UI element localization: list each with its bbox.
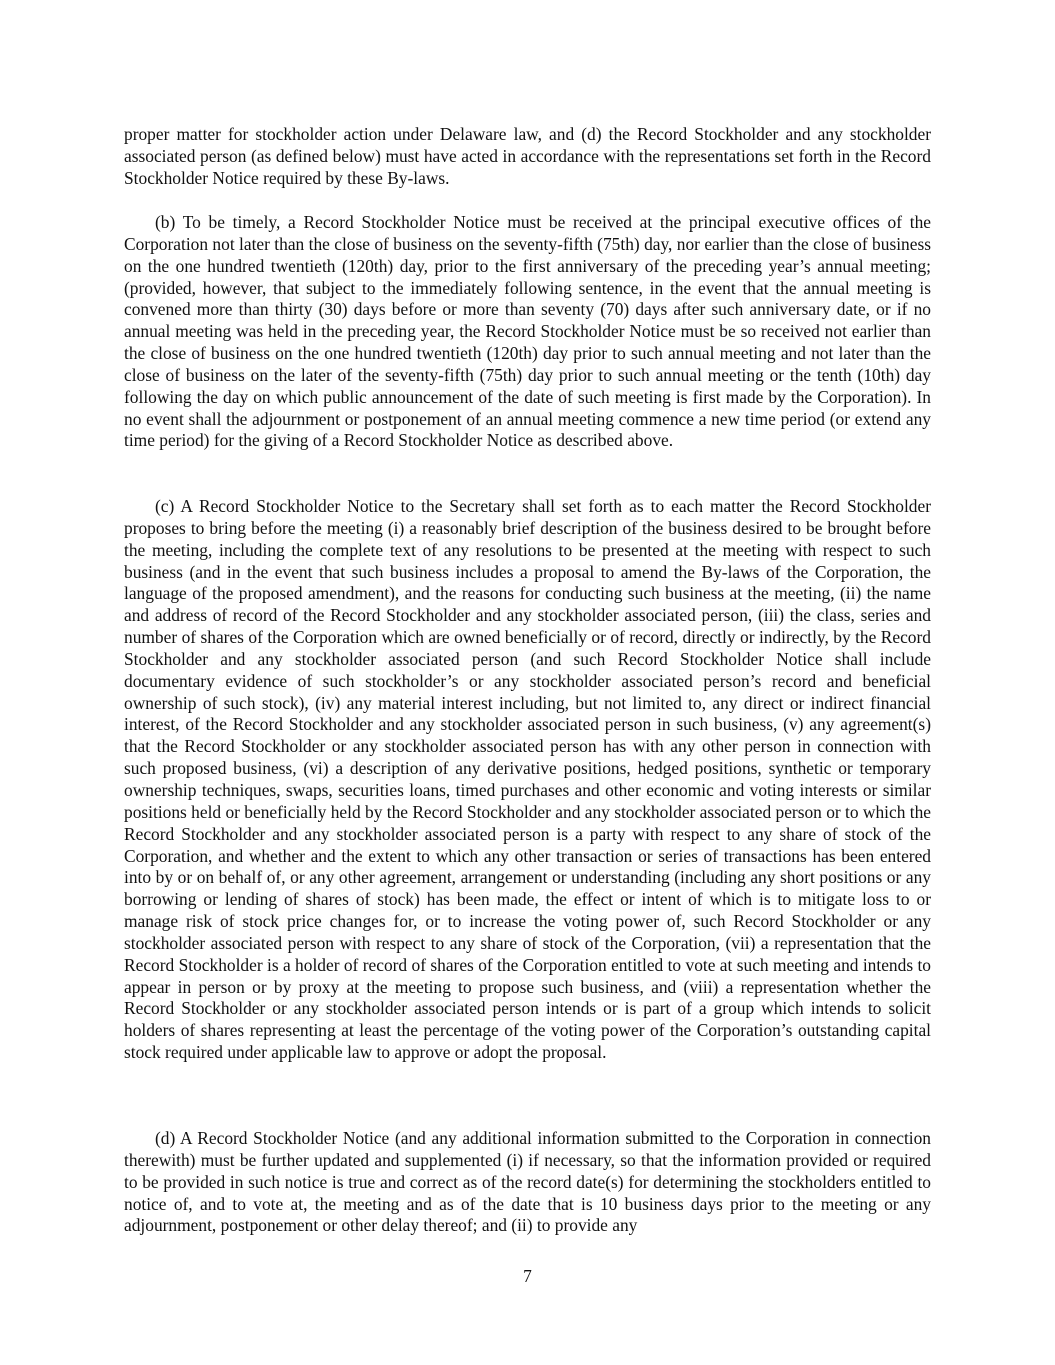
page-number: 7: [523, 1266, 532, 1286]
paragraph-continuation: proper matter for stockholder action under Delaware law, and (d) the Record Stockholder and any stockholder associated person (as defined below) must have acted in accordance with the representations set forth in the Record Stockholder Notice required by these By-laws.: [124, 124, 931, 188]
paragraph-c-notice-contents: (c) A Record Stockholder Notice to the Secretary shall set forth as to each matter the Record Stockholder proposes to bring before the meeting (i) a reasonably brief description of the business desired to be brought before the meeting, including the complete text of any resolutions to be presented at the meeting with respect to such business (and in the event that such business includes a proposal to amend the By-laws of the Corporation, the language of the proposed amendment), and the reasons for conducting such business at the meeting, (ii) the name and address of record of the Record Stockholder and any stockholder associated person, (iii) the class, series and number of shares of the Corporation which are owned beneficially or of record, directly or indirectly, by the Record Stockholder and any stockholder associated person (and such Record Stockholder Notice shall include documentary evidence of such stockholder’s or any stockholder associated person’s record and beneficial ownership of such stock), (iv) any material interest including, but not limited to, any direct or indirect financial interest, of the Record Stockholder and any stockholder associated person in such business, (v) any agreement(s) that the Record Stockholder or any stockholder associated person has with any other person in connection with such proposed business, (vi) a description of any derivative positions, hedged positions, synthetic or temporary ownership techniques, swaps, securities loans, timed purchases and other economic and voting interests or similar positions held or beneficially held by the Record Stockholder and any stockholder associated person or to which the Record Stockholder and any stockholder associated person is a party with respect to any share of stock of the Corporation, and whether and the extent to which any other transaction or series of transactions has been entered into by or on behalf of, or any other agreement, arrangement or understanding (including any short positions or any borrowing or lending of shares of stock) has been made, the effect or intent of which is to mitigate loss to or manage risk of stock price changes for, or to increase the voting power of, such Record Stockholder or any stockholder associated person with respect to any share of stock of the Corporation, (vii) a representation that the Record Stockholder is a holder of record of shares of the Corporation entitled to vote at such meeting and intends to appear in person or by proxy at the meeting to propose such business, and (viii) a representation whether the Record Stockholder or any stockholder associated person intends or is part of a group which intends to solicit holders of shares representing at least the percentage of the voting power of the Corporation’s outstanding capital stock required under applicable law to approve or adopt the proposal.: [124, 496, 932, 1063]
paragraph-b-timeliness: (b) To be timely, a Record Stockholder Notice must be received at the principal executive offices of the Corporation not later than the close of business on the seventy-fifth (75th) day, nor earlier than the close of business on the one hundred twentieth (120th) day, prior to the first anniversary of the preceding year’s annual meeting; (provided, however, that subject to the immediately following sentence, in the event that the annual meeting is convened more than thirty (30) days before or more than seventy (70) days after such anniversary date, or if no annual meeting was held in the preceding year, the Record Stockholder Notice must be so received not earlier than the close of business on the one hundred twentieth (120th) day prior to such annual meeting and not later than the close of business on the later of the seventy-fifth (75th) day prior to such annual meeting or the tenth (10th) day following the day on which public announcement of the date of such meeting is first made by the Corporation). In no event shall the adjournment or postponement of an annual meeting commence a new time period (or extend any time period) for the giving of a Record Stockholder Notice as described above.: [124, 212, 931, 451]
paragraph-d-notice-updates: (d) A Record Stockholder Notice (and any additional information submitted to the Corporation in connection therewith) must be further updated and supplemented (i) if necessary, so that the information provided or required to be provided in such notice is true and correct as of the record date(s) for determining the stockholders entitled to notice of, and to vote at, the meeting and as of the date that is 10 business days prior to the meeting or any adjournment, postponement or other delay thereof; and (ii) to provide any: [124, 1128, 931, 1236]
